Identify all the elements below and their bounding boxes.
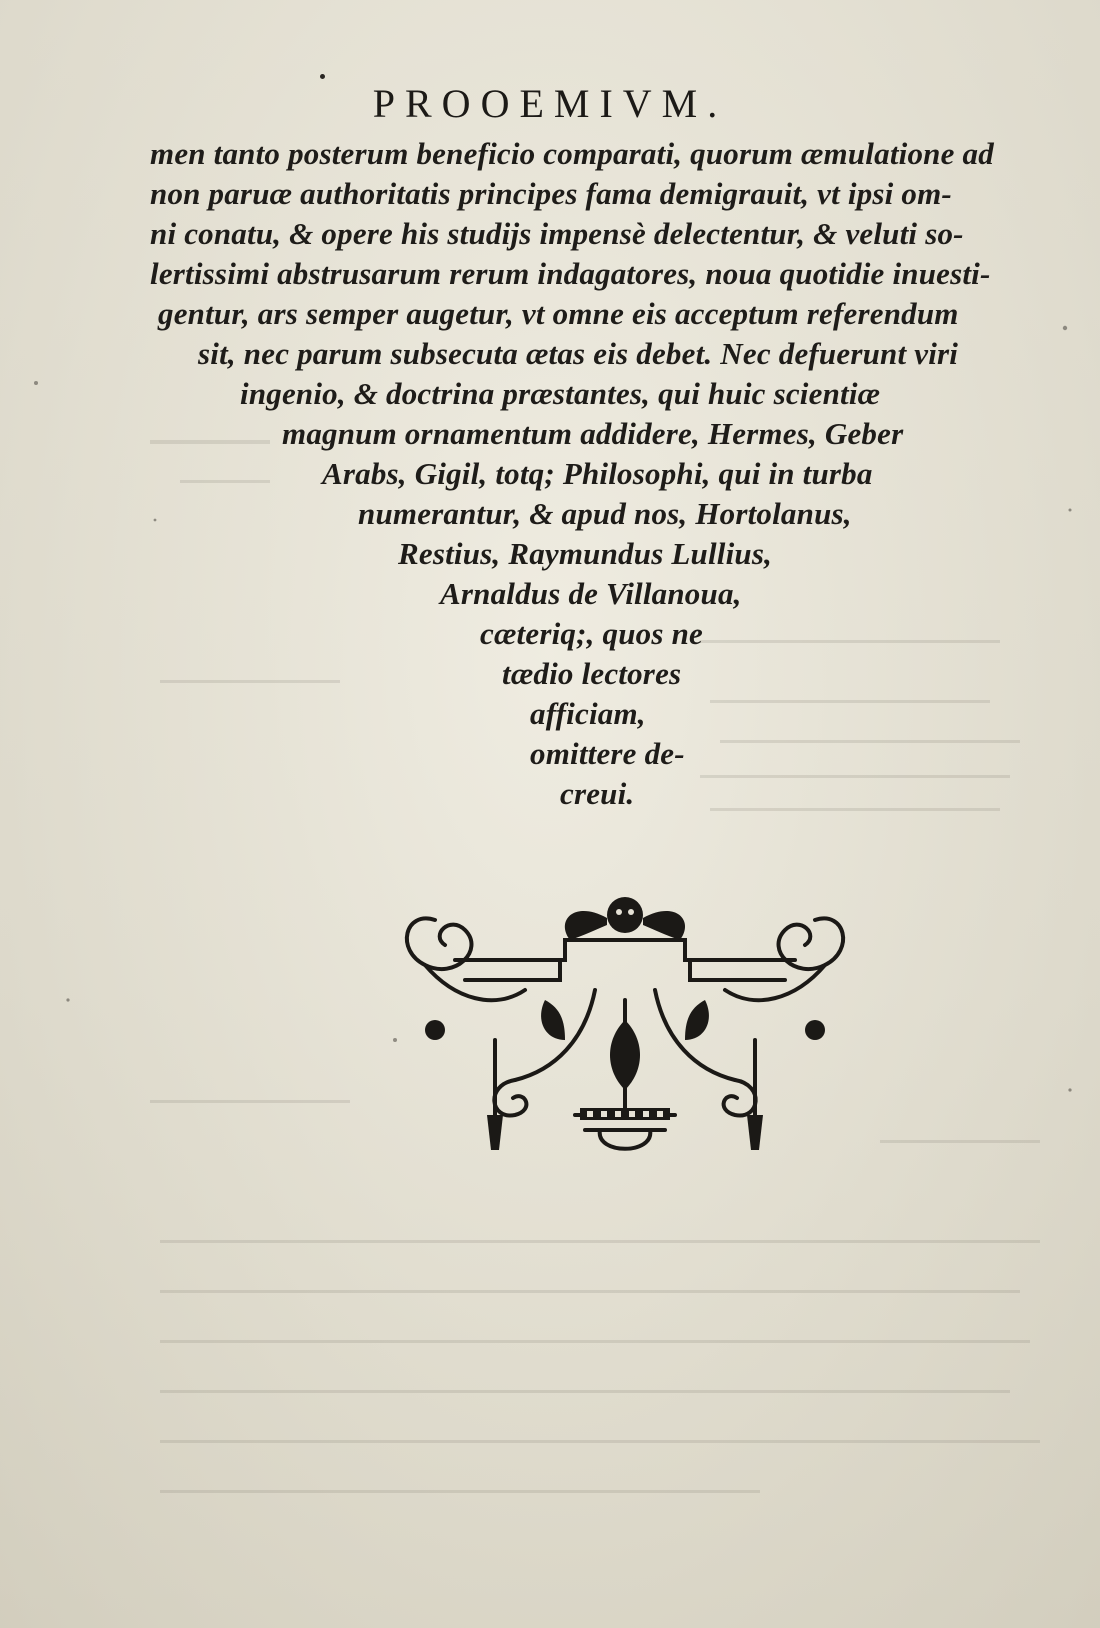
printers-ornament-icon — [395, 880, 855, 1180]
text-line: ingenio, & doctrina præstantes, qui huic scientiæ — [240, 376, 881, 411]
text-line: sit, nec parum subsecuta ætas eis debet. Nec defuerunt viri — [198, 336, 959, 371]
text-line: tædio lectores — [502, 656, 682, 691]
text-line: numerantur, & apud nos, Hortolanus, — [358, 496, 852, 531]
text-line: Arabs, Gigil, totq; Philosophi, qui in turba — [322, 456, 873, 491]
text-line: non paruæ authoritatis principes fama demigrauit, vt ipsi om- — [150, 176, 952, 211]
text-line: men tanto posterum beneficio comparati, quorum æmulatione ad — [150, 136, 994, 171]
text-line: ni conatu, & opere his studijs impensè delectentur, & veluti so- — [150, 216, 964, 251]
text-line: afficiam, — [530, 696, 646, 731]
text-line: gentur, ars semper augetur, vt omne eis acceptum referendum — [158, 296, 959, 331]
text-line: cæteriq;, quos ne — [480, 616, 703, 651]
page-header: PROOEMIVM. — [372, 81, 728, 126]
header-dot — [320, 74, 325, 79]
text-line: lertissimi abstrusarum rerum indagatores, noua quotidie inuesti- — [150, 256, 991, 291]
text-line: Restius, Raymundus Lullius, — [398, 536, 773, 571]
text-line: magnum ornamentum addidere, Hermes, Geber — [282, 416, 904, 451]
text-line: omittere de- — [530, 736, 685, 771]
text-line: Arnaldus de Villanoua, — [440, 576, 742, 611]
text-line: creui. — [560, 776, 635, 811]
